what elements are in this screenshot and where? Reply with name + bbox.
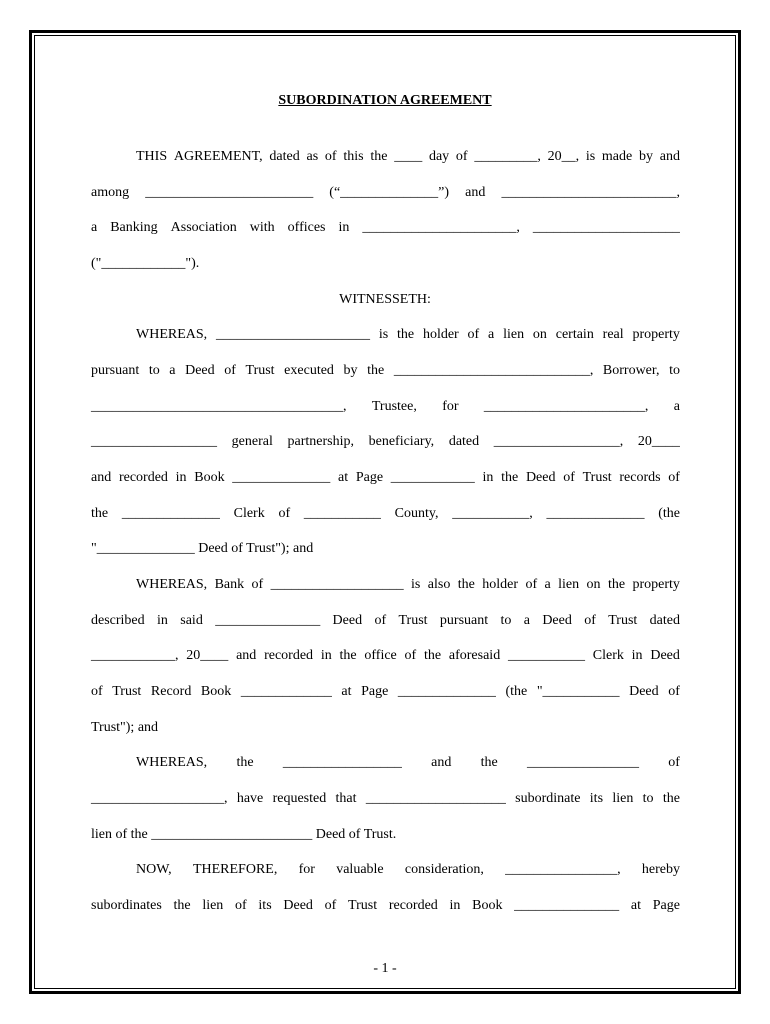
text-line-21	[136, 860, 680, 880]
text-line-4: ("____________").	[91, 256, 200, 271]
word: dated	[269, 149, 300, 164]
word: a	[488, 327, 495, 342]
word: to	[148, 363, 160, 378]
text-line-13	[136, 575, 680, 595]
word: described	[91, 613, 145, 628]
word: ____________________________________,	[91, 399, 347, 414]
word: a	[544, 577, 551, 592]
word: (“______________”)	[329, 185, 450, 200]
word: made	[601, 149, 633, 164]
text-line-6	[136, 325, 680, 345]
word: consideration,	[404, 862, 484, 877]
word: Trust	[398, 613, 428, 628]
text-line-19	[91, 789, 680, 809]
word: in	[338, 220, 350, 235]
word: also	[427, 577, 451, 592]
word: AGREEMENT,	[173, 149, 263, 164]
word: and	[431, 755, 452, 770]
word: of	[404, 648, 417, 663]
word: to	[642, 791, 654, 806]
text-line-8	[91, 397, 680, 417]
word: to	[500, 613, 512, 628]
word: ___________	[303, 506, 381, 521]
word: Deed	[525, 470, 556, 485]
word: ______________________	[216, 327, 370, 342]
word: Book	[472, 898, 503, 913]
word: ____________________________,	[393, 363, 594, 378]
word: in	[449, 898, 461, 913]
word: (the	[505, 684, 528, 699]
word: of	[668, 470, 680, 485]
word: THIS	[136, 149, 168, 164]
word: of	[235, 898, 247, 913]
word: of	[467, 327, 480, 342]
word: of	[668, 755, 680, 770]
word: ________________	[527, 755, 640, 770]
word: of	[455, 149, 468, 164]
word: __________________	[91, 434, 217, 449]
word: the	[370, 149, 388, 164]
word: the	[173, 898, 191, 913]
word: ____________,	[91, 648, 179, 663]
word: Trust	[245, 363, 275, 378]
text-line-16	[91, 682, 680, 702]
word: ____	[394, 149, 423, 164]
word: the	[480, 755, 498, 770]
word: 20__,	[547, 149, 580, 164]
word: County,	[394, 506, 439, 521]
word: Deed	[185, 363, 215, 378]
text-line-11	[91, 504, 680, 524]
text-line-14	[91, 611, 680, 631]
word: of	[324, 149, 337, 164]
word: executed	[284, 363, 334, 378]
word: the	[607, 577, 626, 592]
word: _____________	[240, 684, 332, 699]
word: day	[428, 149, 450, 164]
word: is	[411, 577, 421, 592]
word: Clerk	[233, 506, 265, 521]
word: Banking	[110, 220, 158, 235]
word: ______________________,	[362, 220, 520, 235]
word: Page	[355, 470, 384, 485]
word: the	[236, 755, 254, 770]
word: Book	[194, 470, 225, 485]
word: Page	[361, 684, 389, 699]
word: ___________________,	[91, 791, 228, 806]
word: a	[523, 613, 530, 628]
document-title: SUBORDINATION AGREEMENT	[278, 93, 492, 108]
word: Page	[652, 898, 680, 913]
word: property	[632, 577, 680, 592]
word: in	[631, 648, 643, 663]
word: Deed	[283, 898, 313, 913]
word: Record	[150, 684, 192, 699]
word: subordinate	[515, 791, 581, 806]
word: Trust	[348, 898, 378, 913]
word: _______________	[215, 613, 321, 628]
word: in	[482, 470, 494, 485]
text-line-15	[91, 646, 680, 666]
word: aforesaid	[448, 648, 501, 663]
word: _________________	[282, 755, 402, 770]
word: on	[532, 327, 547, 342]
word: Deed	[629, 684, 659, 699]
word: ___________	[507, 648, 585, 663]
word: in	[175, 470, 187, 485]
text-line-2	[91, 183, 680, 203]
word: in	[157, 613, 168, 628]
text-line-18	[136, 753, 680, 773]
word: in	[320, 648, 332, 663]
word: recorded	[388, 898, 438, 913]
word: "___________	[536, 684, 620, 699]
word: of	[563, 470, 575, 485]
word: Trust	[582, 470, 612, 485]
text-line-3	[91, 218, 680, 238]
word: for	[442, 399, 459, 414]
word: at	[630, 898, 641, 913]
word: Trustee,	[371, 399, 417, 414]
word: general	[231, 434, 273, 449]
word: ________________________	[145, 185, 314, 200]
word: 20____	[186, 648, 229, 663]
word: beneficiary,	[368, 434, 435, 449]
word: ____________________	[365, 791, 506, 806]
word: _________,	[474, 149, 541, 164]
word: real	[602, 327, 624, 342]
word: the	[91, 506, 109, 521]
word: offices	[287, 220, 326, 235]
word: that	[335, 791, 357, 806]
word: ____________	[390, 470, 475, 485]
word: lien	[503, 327, 525, 342]
word: on	[586, 577, 601, 592]
word: ______________	[546, 506, 645, 521]
text-line-12: "______________ Deed of Trust"); and	[91, 541, 314, 556]
word: NOW,	[136, 862, 172, 877]
word: of	[668, 684, 680, 699]
word: of	[91, 684, 103, 699]
word: (the	[658, 506, 680, 521]
word: Borrower,	[602, 363, 660, 378]
word: its	[589, 791, 604, 806]
word: Deed	[332, 613, 363, 628]
text-line-1	[136, 147, 680, 167]
word: recorded	[264, 648, 314, 663]
word: with	[249, 220, 275, 235]
word: __________________,	[493, 434, 624, 449]
word: a	[169, 363, 176, 378]
word: pursuant	[91, 363, 140, 378]
word: and	[659, 149, 680, 164]
word: WHEREAS,	[136, 327, 208, 342]
word: is	[585, 149, 596, 164]
word: for	[298, 862, 315, 877]
word: dated	[649, 613, 680, 628]
word: subordinates	[91, 898, 162, 913]
word: recorded	[118, 470, 168, 485]
word: _______________________,	[483, 399, 649, 414]
word: of	[525, 577, 538, 592]
word: Association	[170, 220, 237, 235]
word: at	[338, 470, 349, 485]
word: Deed	[542, 613, 572, 628]
word: and	[236, 648, 257, 663]
word: is	[378, 327, 389, 342]
word: holder	[422, 327, 459, 342]
word: Bank	[214, 577, 245, 592]
word: pursuant	[439, 613, 489, 628]
word: lien	[612, 791, 634, 806]
word: WHEREAS,	[136, 755, 208, 770]
word: hereby	[641, 862, 680, 877]
word: requested	[272, 791, 327, 806]
word: and	[91, 470, 112, 485]
word: ______________	[232, 470, 331, 485]
text-line-17: Trust"); and	[91, 720, 159, 735]
word: the	[424, 648, 442, 663]
text-line-9	[91, 432, 680, 452]
word: the	[367, 363, 385, 378]
word: Deed	[650, 648, 680, 663]
witnesseth-heading: WITNESSETH:	[339, 292, 431, 307]
word: of	[584, 613, 596, 628]
word: this	[343, 149, 364, 164]
word: a	[91, 220, 98, 235]
page-number: - 1 -	[373, 961, 397, 976]
word: a	[673, 399, 680, 414]
word: of	[251, 577, 264, 592]
word: _____________________	[532, 220, 680, 235]
word: THEREFORE,	[192, 862, 278, 877]
word: to	[669, 363, 680, 378]
word: at	[341, 684, 352, 699]
word: _________________________,	[501, 185, 680, 200]
text-line-20: lien of the _______________________ Deed of Trust.	[91, 827, 397, 842]
text-line-7	[91, 361, 680, 381]
word: the	[397, 327, 415, 342]
word: said	[180, 613, 203, 628]
word: lien	[202, 898, 224, 913]
word: Trust	[608, 613, 638, 628]
word: ______________	[397, 684, 496, 699]
word: of	[324, 898, 337, 913]
word: and	[465, 185, 486, 200]
word: dated	[448, 434, 480, 449]
word: the	[339, 648, 357, 663]
word: valuable	[336, 862, 384, 877]
word: ______________	[121, 506, 220, 521]
text-line-22	[91, 896, 680, 916]
word: _______________	[514, 898, 620, 913]
word: lien	[558, 577, 580, 592]
word: the	[662, 791, 680, 806]
word: Clerk	[592, 648, 624, 663]
word: office	[364, 648, 397, 663]
word: by	[343, 363, 358, 378]
word: of	[278, 506, 291, 521]
word: Book	[200, 684, 232, 699]
word: by	[639, 149, 653, 164]
word: its	[258, 898, 272, 913]
word: ________________,	[505, 862, 621, 877]
word: certain	[555, 327, 594, 342]
word: WHEREAS,	[136, 577, 208, 592]
word: as	[306, 149, 319, 164]
word: 20____	[637, 434, 680, 449]
word: records	[619, 470, 661, 485]
word: ___________________	[270, 577, 404, 592]
word: the	[457, 577, 475, 592]
word: property	[632, 327, 680, 342]
word: partnership,	[287, 434, 354, 449]
word: the	[501, 470, 519, 485]
word: among	[91, 185, 130, 200]
word: of	[224, 363, 236, 378]
word: of	[374, 613, 387, 628]
word: holder	[482, 577, 519, 592]
text-line-10	[91, 468, 680, 488]
word: Trust	[112, 684, 142, 699]
word: ___________,	[452, 506, 533, 521]
word: have	[236, 791, 264, 806]
